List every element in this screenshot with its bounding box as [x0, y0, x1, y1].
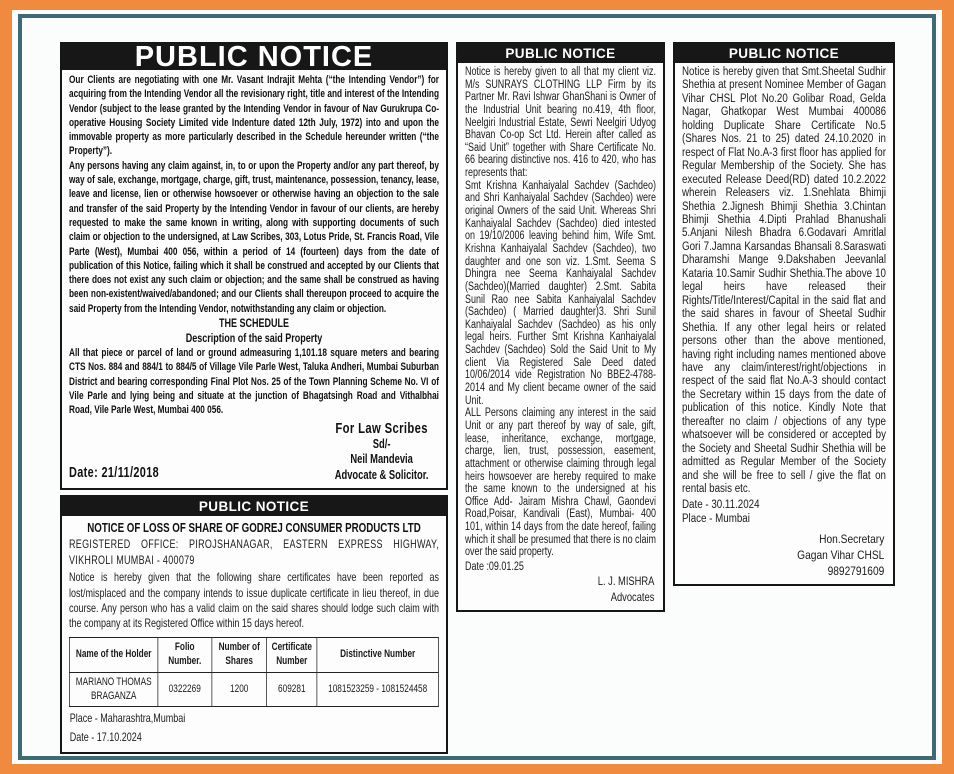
notice-godrej-para: Notice is hereby given that the following share certificates have been reported as lost/misplaced and the company intends to issue duplicate certificate in lieu thereof, in due course. Any person who has a valid claim on the said shares should lodge such claim with the company at its Registered Office within 15 days hereof. — [69, 570, 439, 631]
column-right — [673, 42, 895, 756]
notice-godrej-date: Date - 17.10.2024 — [69, 730, 142, 745]
notice-shethia-place: Place - Mumbai — [682, 512, 750, 525]
notices-area — [18, 14, 936, 760]
sign-for-law-scribes: For Law Scribes — [335, 419, 428, 437]
notice-sunrays-sign — [465, 573, 656, 605]
schedule-body: All that piece or parcel of land or ground admeasuring 1,101.18 square meters and bearing CTS Nos. 884 and 884/1 to 884/5 of Village Vile Parle West, Taluka Andheri, Mumbai Suburban District and bearing corresponding Final Plot Nos. 25 of the Town Planning Scheme No. VI of Vile Parle and lying being and situate at the junction of Bhagatsingh Road and Vithalbhai Road, Vile Parle West, Mumbai 400 056. — [69, 347, 439, 417]
shethia-sign-phone: 9892791609 — [827, 563, 885, 578]
notice-godrej-footer — [69, 707, 439, 746]
notice-shethia-para: Notice is hereby given that Smt.Sheetal Sudhir Shethia at present Nominee Member of Gagan Vihar CHSL Plot No.20 Golibar Road, Gelda Nagar, Ghatkopar West Mumbai 400086 holding Duplicate Share Certificate No.5 (Shares Nos. 21 to 25) dated 24.10.2020 in respect of Flat No.A-3 first floor has applied for Regular Membership of the Society. She has executed Release Deed(RD) dated 10.2.2022 wherein Releasers viz. 1.Snehlata Bhimji Shethia 2.Jignesh Bhimji Shethia 3.Chintan Bhimji Shethia 4.Dipti Prahlad Bhanushali 5.Anjani Nilesh Bhadra 6.Godavari Amritlal Gori 7.Jamna Karsandas Bhansali 8.Saraswati Dharamshi Mange 9.Dakshaben Jeevanlal Kataria 10.Samir Sudhir Shethia.The above 10 legal heirs have released their Rights/Title/Interest/Capital in the said flat and the said shares in favour of Sheetal Sudhir Shethia. If any other legal heirs or related persons other than the above mentioned, having right including names mentioned above have any claim/interest/right/objections in respect of the said flat No.A-3 should contact the Secretary within 15 days from the date of publication of this notice. Kindly Note that thereafter no claim / objections of any type whatsoever will be considered or accepted by the Society and Sheetal Sudhir Shethia will be admitted as Regular Member of the Society and she will be free to sell / give the flat on rental basis etc. — [682, 66, 886, 496]
notice-sunrays-text — [465, 66, 656, 605]
notice-law-text — [69, 73, 439, 483]
cell-certificate-number: 609281 — [267, 672, 317, 707]
notice-law-sign-block — [335, 420, 429, 484]
notice-sunrays-para1: Notice is hereby given to all that my client viz. M/s SUNRAYS CLOTHING LLP Firm by its Partner Mr. Ravi Ishwar GhanShani is Owner of the Industrial Unit bearing no.419, 4th floor, Neelgiri Industrial Estate, Sewri Neelgiri Udyog Bhavan Co-op Sct Ltd. Herein after called as “Said Unit” together with Share Certificate No. 66 bearing distinctive nos. 416 to 420, who has represents that: — [465, 66, 656, 180]
notice-sunrays — [456, 42, 665, 612]
col-certificate-number: Certificate Number — [267, 638, 317, 673]
column-left — [60, 42, 448, 756]
notice-shethia-text — [682, 66, 886, 579]
notice-law-signature-row — [69, 420, 439, 484]
notice-law-header: PUBLIC NOTICE — [62, 44, 446, 70]
shethia-sign-society: Gagan Vihar CHSL — [797, 547, 885, 562]
table-header-row — [69, 638, 438, 673]
notice-godrej-title: NOTICE OF LOSS OF SHARE OF GODREJ CONSUMER PRODUCTS LTD — [87, 520, 421, 536]
notice-shethia-header: PUBLIC NOTICE — [675, 44, 893, 63]
sign-role: Advocate & Solicitor. — [334, 467, 429, 482]
notice-shethia-body — [675, 63, 893, 584]
notice-law-body — [62, 70, 446, 488]
notice-godrej-header: PUBLIC NOTICE — [62, 497, 446, 516]
notice-shethia-date: Date - 30.11.2024 — [682, 498, 760, 511]
notice-godrej-text — [69, 520, 439, 746]
table-row — [69, 672, 438, 707]
notice-sunrays-para3: ALL Persons claiming any interest in the said Unit or any part thereof by way of sale, gift, lease, inheritance, exchange, mortgage, charge, lien, trust, possession, easement, attachment or otherwise claiming through legal heirs howsoever are hereby required to make the same known to the undersigned at his Office Add- Jairam Mishra Chawl, Gaondevi Road,Poisar, Kandivali (East), Mumbai- 400 101, within 14 days from the date hereof, failing which it shall be presumed that there is no claim over the said property. — [465, 407, 656, 559]
sunrays-sign-name: L. J. MISHRA — [597, 573, 655, 588]
notice-sunrays-header: PUBLIC NOTICE — [458, 44, 663, 63]
cell-number-of-shares: 1200 — [212, 672, 267, 707]
notice-sunrays-body — [458, 63, 663, 610]
notice-godrej — [60, 495, 448, 753]
schedule-heading: THE SCHEDULE — [218, 316, 289, 331]
sign-sd: Sd/- — [372, 436, 391, 451]
notice-godrej-place: Place - Maharashtra,Mumbai — [69, 711, 186, 726]
sunrays-sign-role: Advocates — [610, 590, 655, 605]
notice-sunrays-para2: Smt Krishna Kanhaiyalal Sachdev (Sachdeo) and Shri Kanhaiyalal Sachdev (Sachdeo) were original Owners of the said Unit. Whereas Shri Kanhaiyalal Sachdev (Sachdeo) died intested on 19/10/2006 leaving behind him, Wife Smt. Krishna Kanhaiyalal Sachdev (Sachdeo), two daughter and one son viz. 1.Smt. Seema S Dhingra nee Seema Kanhaiyalal Sachdev (Sachdeo)(Married daughter) 2.Smt. Sabita Sunil Rao nee Sabita Kanhaiyalal Sachdev (Sachdeo) ( Married daughter)3. Shri Sunil Kanhaiyalal Sachdev (Sachdeo) as his only legal heirs. Further Smt Krishna Kanhaiyalal Sachdev (Sachdeo) Sold the Said Unit to My client Via Registered Sale Deed dated 10/06/2014 vide Registration No BBE2-4788-2014 and My client became owner of the said Unit. — [465, 179, 656, 407]
registered-office: REGISTERED OFFICE: PIROJSHANAGAR, EASTERN EXPRESS HIGHWAY, VIKHROLI MUMBAI - 400079 — [69, 537, 439, 567]
cell-distinctive-number: 1081523259 - 1081524458 — [317, 672, 439, 707]
sign-name: Neil Mandevia — [350, 452, 413, 467]
schedule-subheading: Description of the said Property — [185, 331, 323, 346]
notice-law-para1: Our Clients are negotiating with one Mr. Vasant Indrajit Mehta (“the Intending Vendor”) for acquiring from the Intending Vendor all the revisionary right, title and interest of the Intending Vendor (subject to the lease granted by the Intending Vendor in favour of Nav Gurukrupa Co-operative Housing Society Limited vide Indenture dated 12th July, 1972) into and upon the immovable property as more particularly described in the Schedule hereunder written (“the Property”). — [69, 74, 439, 158]
notice-law-scribes — [60, 42, 448, 490]
notice-godrej-body — [62, 516, 446, 751]
notice-shethia — [673, 42, 895, 586]
col-distinctive-number: Distinctive Number — [317, 638, 439, 673]
frame-gap — [12, 10, 942, 764]
notice-law-date: Date: 21/11/2018 — [69, 465, 160, 482]
cell-holder-name: MARIANO THOMAS BRAGANZA — [69, 672, 158, 707]
column-middle — [456, 42, 665, 756]
share-certificates-table — [69, 637, 439, 707]
notice-sunrays-date: Date :09.01.25 — [465, 560, 524, 573]
shethia-sign-secretary: Hon.Secretary — [819, 531, 885, 546]
col-folio-number: Folio Number. — [158, 638, 212, 673]
col-number-of-shares: Number of Shares — [212, 638, 267, 673]
cell-folio-number: 0322269 — [158, 672, 212, 707]
notice-law-para2: Any persons having any claim against, in, to or upon the Property and/or any part thereof, by way of sale, exchange, mortgage, charge, gift, trust, maintenance, possession, tenancy, lease, leave and license, lien or otherwise howsoever or otherwise having an objection to the sale and transfer of the said Property by the Intending Vendor in favour of our clients, are hereby requested to make the same known in writing, along with supporting documents of such claim or objection to the undersigned, at Law Scribes, 303, Lotus Pride, St. Francis Road, Vile Parte (West), Mumbai 400 056, within a period of 14 (fourteen) days from the date of publication of this Notice, failing which it shall be construed and accepted by our Clients that there does not exist any such claim or objection; and the same shall be construed as having been non-existent/waived/abandoned; and our Clients shall thereupon proceed to acquire the said Property from the Intending Vendor, notwithstanding any claim or objection. — [69, 159, 439, 315]
col-holder-name: Name of the Holder — [69, 638, 158, 673]
notice-shethia-sign — [682, 531, 886, 580]
